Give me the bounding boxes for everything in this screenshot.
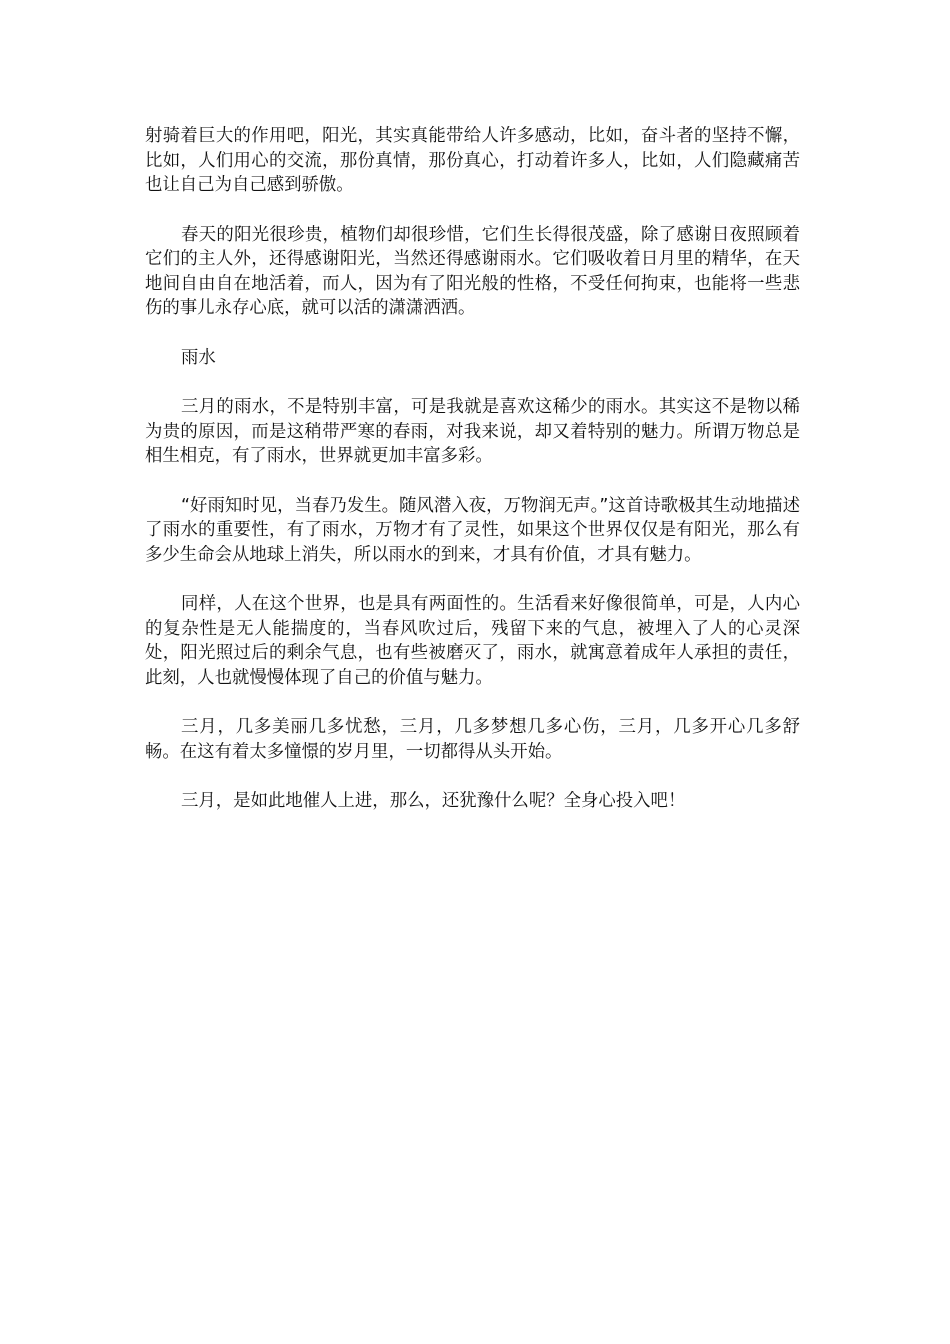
paragraph-5: 同样，人在这个世界，也是具有两面性的。生活看来好像很简单，可是，人内心的复杂性是无人能揣度的，当春风吹过后，残留下来的气息，被埋入了人的心灵深处，阳光照过后的剩余气息，也有些被磨灭了，雨水，就寓意着成年人承担的责任，此刻，人也就慢慢体现了自己的价值与魅力。 bbox=[145, 594, 800, 688]
paragraph-3: 三月的雨水，不是特别丰富，可是我就是喜欢这稀少的雨水。其实这不是物以稀为贵的原因，而是这稍带严寒的春雨，对我来说，却又着特别的魅力。所谓万物总是相生相克，有了雨水，世界就更加丰富多彩。 bbox=[145, 397, 800, 466]
document-body bbox=[145, 124, 800, 839]
paragraph-2: 春天的阳光很珍贵，植物们却很珍惜，它们生长得很茂盛，除了感谢日夜照顾着它们的主人外，还得感谢阳光，当然还得感谢雨水。它们吸收着日月里的精华，在天地间自由自在地活着，而人，因为有了阳光般的性格，不受任何拘束，也能将一些悲伤的事儿永存心底，就可以活的潇潇洒洒。 bbox=[145, 224, 800, 318]
paragraph-4: “好雨知时见，当春乃发生。随风潜入夜，万物润无声。”这首诗歌极其生动地描述了雨水的重要性，有了雨水，万物才有了灵性，如果这个世界仅仅是有阳光，那么有多少生命会从地球上消失，所以雨水的到来，才具有价值，才具有魅力。 bbox=[145, 495, 800, 565]
paragraph-1: 射骑着巨大的作用吧，阳光，其实真能带给人许多感动，比如，奋斗者的坚持不懈，比如，人们用心的交流，那份真情，那份真心，打动着许多人，比如，人们隐藏痛苦也让自己为自己感到骄傲。 bbox=[145, 126, 800, 195]
section-heading-rain: 雨水 bbox=[181, 347, 216, 368]
paragraph-7: 三月，是如此地催人上进，那么，还犹豫什么呢？全身心投入吧！ bbox=[181, 791, 686, 811]
paragraph-6: 三月，几多美丽几多忧愁，三月，几多梦想几多心伤，三月，几多开心几多舒畅。在这有着太多憧憬的岁月里，一切都得从头开始。 bbox=[145, 717, 800, 762]
